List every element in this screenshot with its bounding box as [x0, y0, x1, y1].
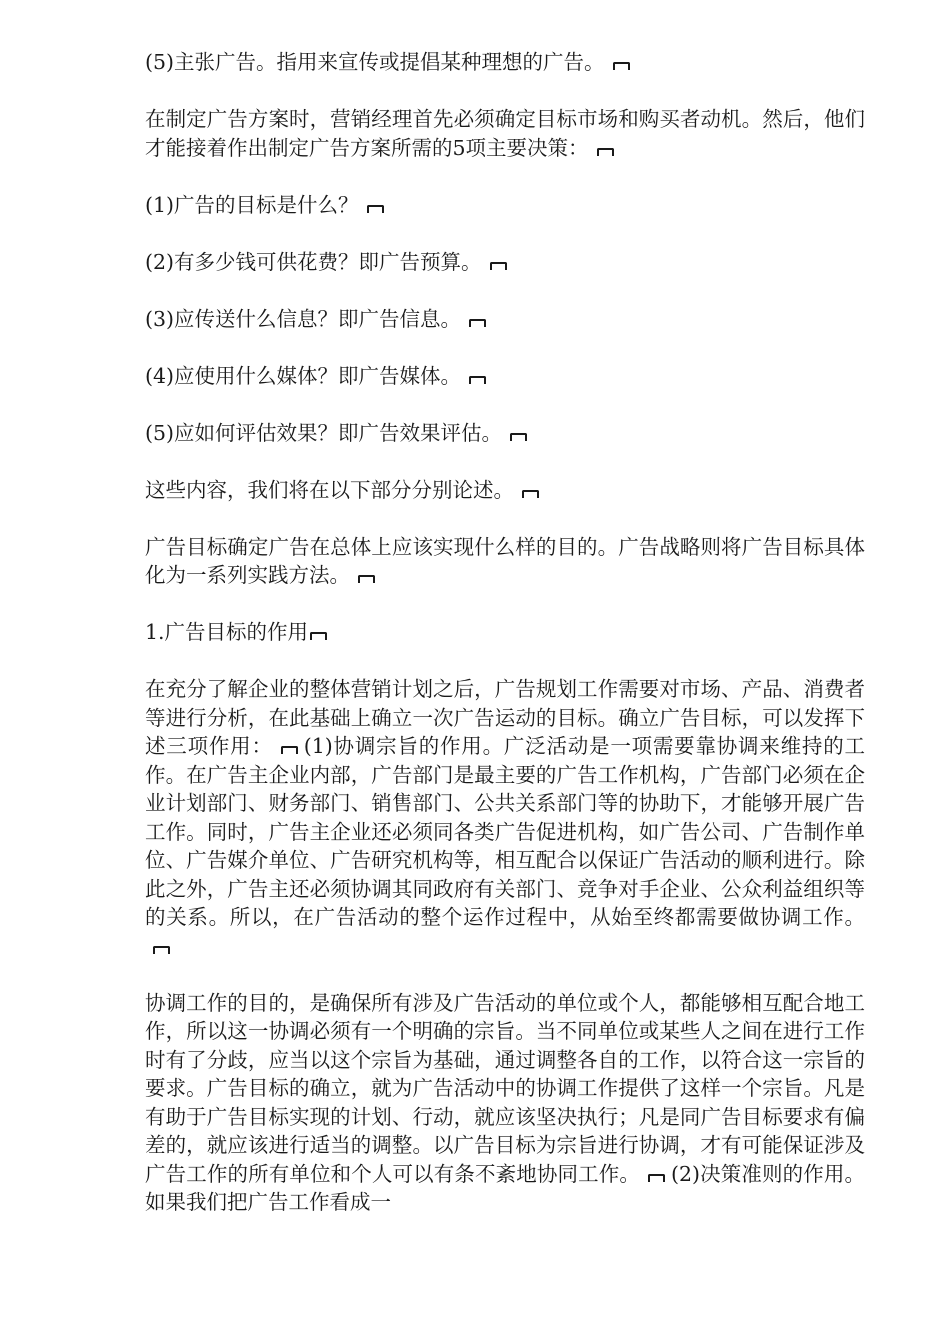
section-heading: 1.广告目标的作用	[145, 618, 865, 647]
paragraph-9: 广告目标确定广告在总体上应该实现什么样的目的。广告战略则将广告目标具体化为一系列实践方法。	[145, 534, 865, 587]
paragraph-mark-icon	[153, 946, 170, 954]
paragraph-mark-icon	[490, 262, 507, 270]
paragraph-mark-icon	[281, 746, 298, 754]
paragraph-mark-icon	[510, 433, 527, 441]
paragraph-mark-icon	[648, 1174, 665, 1182]
paragraph-mark-icon	[522, 490, 539, 498]
paragraph-6: (4)应使用什么媒体？即广告媒体。	[145, 362, 865, 391]
paragraph-12: 协调工作的目的，是确保所有涉及广告活动的单位或个人，都能够相互配合地工作，所以这一协调必须有一个明确的宗旨。当不同单位或某些人之间在进行工作时有了分歧，应当以这个宗旨为基础，通过调整各自的工作，以符合这一宗旨的要求。广告目标的确立，就为广告活动中的协调工作提供了这样一个宗旨。凡是有助于广告目标实现的计划、行动，就应该坚决执行；凡是同广告目标要求有偏差的，就应该进行适当的调整。以广告目标为宗旨进行协调，才有可能保证涉及广告工作的所有单位和个人可以有条不紊地协同工作。 (2)决策准则的作用。如果我们把广告工作看成一	[145, 990, 865, 1214]
paragraph-4: (2)有多少钱可供花费？即广告预算。	[145, 248, 865, 277]
paragraph-mark-icon	[469, 319, 486, 327]
paragraph-mark-icon	[358, 575, 375, 583]
paragraph-5: (3)应传送什么信息？即广告信息。	[145, 305, 865, 334]
paragraph-mark-icon	[613, 62, 630, 70]
document-body	[145, 48, 865, 1245]
paragraph-mark-icon	[469, 376, 486, 384]
paragraph-2: 在制定广告方案时，营销经理首先必须确定目标市场和购买者动机。然后，他们才能接着作出制定广告方案所需的5项主要决策：	[145, 107, 865, 160]
paragraph-3: (1)广告的目标是什么？	[145, 191, 865, 220]
paragraph-mark-icon	[597, 148, 614, 156]
paragraph-11: 在充分了解企业的整体营销计划之后，广告规划工作需要对市场、产品、消费者等进行分析，在此基础上确立一次广告运动的目标。确立广告目标，可以发挥下述三项作用： (1)协调宗旨的作用。广泛活动是一项需要靠协调来维持的工作。在广告主企业内部，广告部门是最主要的广告工作机构，广告部门必须在企业计划部门、财务部门、销售部门、公共关系部门等的协助下，才能够开展广告工作。同时，广告主企业还必须同各类广告促进机构，如广告公司、广告制作单位、广告媒介单位、广告研究机构等，相互配合以保证广告活动的顺利进行。除此之外，广告主还必须协调其同政府有关部门、竞争对手企业、公众利益组织等的关系。所以，在广告活动的整个运作过程中，从始至终都需要做协调工作。	[145, 675, 865, 960]
paragraph-mark-icon	[310, 632, 327, 640]
paragraph-8: 这些内容，我们将在以下部分分别论述。	[145, 476, 865, 505]
paragraph-7: (5)应如何评估效果？即广告效果评估。	[145, 419, 865, 448]
paragraph-1: (5)主张广告。指用来宣传或提倡某种理想的广告。	[145, 48, 865, 77]
paragraph-mark-icon	[367, 205, 384, 213]
